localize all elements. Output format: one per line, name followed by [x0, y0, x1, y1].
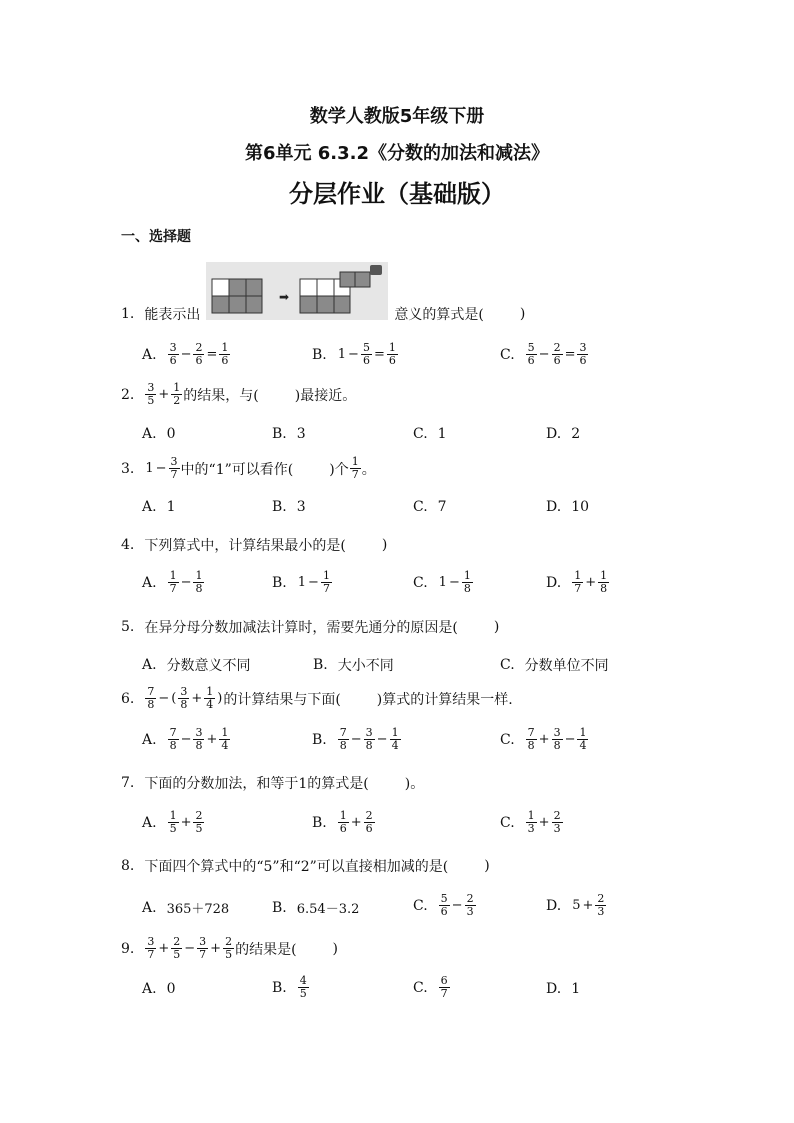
fraction: $\frac{1}{3}$: [527, 809, 535, 835]
question-9: 9. $\frac{3}{7}$ + $\frac{2}{5}$ − $\frac{3}{7}$ + $\frac{2}{5}$ 的结果是( ): [121, 935, 339, 961]
fraction: $\frac{4}{5}$: [299, 974, 307, 1000]
question-7: 7. 下面的分数加法，和等于1的算式是( )。: [121, 775, 425, 792]
option-2a[interactable]: A. 0: [142, 426, 176, 442]
fraction: $\frac{3}{5}$: [147, 381, 155, 407]
fraction: $\frac{2}{5}$: [225, 935, 233, 961]
option-5a[interactable]: A. 分数意义不同: [142, 657, 251, 674]
fraction: $\frac{2}{6}$: [195, 341, 203, 367]
option-6b[interactable]: B. $\frac{7}{8}$ − $\frac{3}{8}$ − $\frac{1}{4}$: [312, 726, 399, 752]
fraction: $\frac{2}{3}$: [597, 892, 605, 918]
fraction: $\frac{6}{7}$: [440, 974, 448, 1000]
fraction: $\frac{1}{7}$: [574, 569, 582, 595]
fraction: $\frac{1}{4}$: [391, 726, 399, 752]
fraction: $\frac{1}{6}$: [339, 809, 347, 835]
option-2d[interactable]: D. 2: [546, 426, 581, 442]
question-5: 5. 在异分母分数加减法计算时，需要先通分的原因是( ): [121, 619, 500, 636]
fraction-figure: [206, 262, 388, 324]
fraction: $\frac{3}{6}$: [169, 341, 177, 367]
option-2b[interactable]: B. 3: [272, 426, 306, 442]
svg-text:➡: ➡: [279, 290, 290, 304]
option-7a[interactable]: A. $\frac{1}{5}$ + $\frac{2}{5}$: [142, 809, 203, 835]
option-3b[interactable]: B. 3: [272, 499, 306, 515]
option-1a[interactable]: A. $\frac{3}{6}$ − $\frac{2}{6}$ = $\frac{1}{6}$: [142, 341, 229, 367]
fraction: $\frac{1}{7}$: [351, 455, 359, 481]
option-9d[interactable]: D. 1: [546, 981, 581, 997]
fraction: $\frac{7}{8}$: [169, 726, 177, 752]
fraction: $\frac{3}{8}$: [195, 726, 203, 752]
option-1b[interactable]: B. 1 − $\frac{5}{6}$ = $\frac{1}{6}$: [312, 341, 396, 367]
document-header: [0, 102, 794, 212]
option-7b[interactable]: B. $\frac{1}{6}$ + $\frac{2}{6}$: [312, 809, 373, 835]
fraction: $\frac{3}{6}$: [579, 341, 587, 367]
section-heading: 一、选择题: [121, 229, 191, 245]
fraction: $\frac{2}{3}$: [553, 809, 561, 835]
question-8: 8. 下面四个算式中的“5”和“2”可以直接相加减的是( ): [121, 858, 490, 875]
book-title: 数学人教版5年级下册: [309, 106, 485, 127]
option-3c[interactable]: C. 7: [413, 499, 447, 515]
option-7c[interactable]: C. $\frac{1}{3}$ + $\frac{2}{3}$: [500, 809, 561, 835]
fraction: $\frac{1}{8}$: [463, 569, 471, 595]
option-4b[interactable]: B. 1 − $\frac{1}{7}$: [272, 569, 330, 595]
option-4a[interactable]: A. $\frac{1}{7}$ − $\frac{1}{8}$: [142, 569, 203, 595]
option-5c[interactable]: C. 分数单位不同: [500, 657, 609, 674]
fraction: $\frac{1}{7}$: [169, 569, 177, 595]
option-9b[interactable]: B. $\frac{4}{5}$: [272, 974, 307, 1000]
option-8a[interactable]: A. 365＋728: [142, 899, 230, 917]
fraction: $\frac{1}{5}$: [169, 809, 177, 835]
question-6: 6. $\frac{7}{8}$ − ( $\frac{3}{8}$ + $\frac{1}{4}$ ) 的计算结果与下面( )算式的计算结果一样.: [121, 685, 513, 711]
fraction: $\frac{1}{8}$: [600, 569, 608, 595]
fraction: $\frac{1}{6}$: [221, 341, 229, 367]
fraction: $\frac{1}{4}$: [579, 726, 587, 752]
fraction: $\frac{2}{5}$: [195, 809, 203, 835]
fraction: $\frac{3}{7}$: [147, 935, 155, 961]
fraction: $\frac{3}{7}$: [199, 935, 207, 961]
option-2c[interactable]: C. 1: [413, 426, 447, 442]
question-3: 3. 1 − $\frac{3}{7}$ 中的“1”可以看作( )个 $\frac{1}{7}$ 。: [121, 455, 376, 481]
option-6c[interactable]: C. $\frac{7}{8}$ + $\frac{3}{8}$ − $\frac{1}{4}$: [500, 726, 587, 752]
unit-title: 第6单元 6.3.2《分数的加法和减法》: [244, 143, 550, 164]
question-2: 2. $\frac{3}{5}$ + $\frac{1}{2}$ 的结果，与( )最接近。: [121, 381, 357, 407]
fraction: $\frac{3}{8}$: [365, 726, 373, 752]
fraction: $\frac{7}{8}$: [147, 685, 155, 711]
fraction: $\frac{5}{6}$: [440, 892, 448, 918]
worksheet-title: 分层作业（基础版）: [289, 180, 505, 208]
fraction: $\frac{5}{6}$: [362, 341, 370, 367]
option-3a[interactable]: A. 1: [142, 499, 176, 515]
fraction: $\frac{5}{6}$: [527, 341, 535, 367]
fraction: $\frac{2}{3}$: [466, 892, 474, 918]
fraction: $\frac{2}{5}$: [173, 935, 181, 961]
fraction: $\frac{1}{4}$: [221, 726, 229, 752]
fraction: $\frac{1}{4}$: [206, 685, 214, 711]
fraction: $\frac{2}{6}$: [553, 341, 561, 367]
option-8b[interactable]: B. 6.54－3.2: [272, 899, 360, 917]
fraction: $\frac{7}{8}$: [339, 726, 347, 752]
fraction: $\frac{1}{8}$: [195, 569, 203, 595]
fraction: $\frac{2}{6}$: [365, 809, 373, 835]
option-4d[interactable]: D. $\frac{1}{7}$ + $\frac{1}{8}$: [546, 569, 608, 595]
option-3d[interactable]: D. 10: [546, 499, 590, 515]
option-8d[interactable]: D. 5 + $\frac{2}{3}$: [546, 892, 605, 918]
fraction: $\frac{3}{7}$: [170, 455, 178, 481]
option-6a[interactable]: A. $\frac{7}{8}$ − $\frac{3}{8}$ + $\frac{1}{4}$: [142, 726, 229, 752]
fraction: $\frac{3}{8}$: [180, 685, 188, 711]
question-1: 1. 能表示出 ➡ 意义的算式是( ): [121, 304, 525, 324]
fraction: $\frac{3}{8}$: [553, 726, 561, 752]
fraction: $\frac{1}{2}$: [173, 381, 181, 407]
option-4c[interactable]: C. 1 − $\frac{1}{8}$: [413, 569, 471, 595]
option-9c[interactable]: C. $\frac{6}{7}$: [413, 974, 448, 1000]
fraction: $\frac{1}{6}$: [388, 341, 396, 367]
fraction: $\frac{7}{8}$: [527, 726, 535, 752]
fraction: $\frac{1}{7}$: [322, 569, 330, 595]
option-1c[interactable]: C. $\frac{5}{6}$ − $\frac{2}{6}$ = $\frac{3}{6}$: [500, 341, 587, 367]
question-4: 4. 下列算式中，计算结果最小的是( ): [121, 537, 388, 554]
option-5b[interactable]: B. 大小不同: [313, 657, 394, 674]
option-8c[interactable]: C. $\frac{5}{6}$ − $\frac{2}{3}$: [413, 892, 474, 918]
option-9a[interactable]: A. 0: [142, 981, 176, 997]
